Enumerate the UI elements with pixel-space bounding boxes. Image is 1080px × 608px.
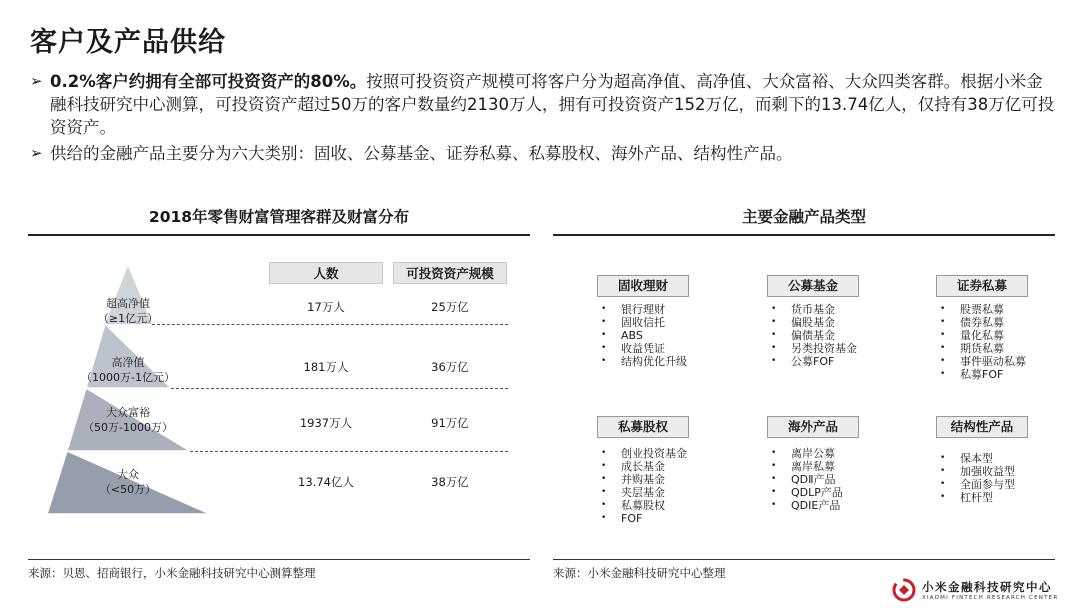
tier-label: 大众富裕 （50万-1000万） xyxy=(83,406,173,434)
tier-label: 高净值 （1000万-1亿元） xyxy=(81,356,175,384)
list-item: • 离岸公募 xyxy=(767,447,843,460)
chevron-right-icon: ➢ xyxy=(30,72,43,90)
assets-cell: 25万亿 xyxy=(431,300,469,314)
list-item: • 创业投资基金 xyxy=(597,447,687,460)
list-item: • 夹层基金 xyxy=(597,486,687,499)
list-item: • 量化私募 xyxy=(936,329,1026,342)
list-item: • QDIE产品 xyxy=(767,499,843,512)
bullet-text: 按照可投资资产规模可将客户分为超高净值、高净值、大众富裕、大众四类客群。根据小米金融科技研究中心测算，可投资资产超过50万的客户数量约2130万人，拥有可投资资产152万亿，而剩下的13.74亿人，仅持有38万亿可投资资产。 xyxy=(50,72,1055,137)
list-item: • 结构优化升级 xyxy=(597,355,687,368)
product-card-title: 海外产品 xyxy=(767,416,859,438)
list-item: • 货币基金 xyxy=(767,303,857,316)
list-item: • 债券私募 xyxy=(936,316,1026,329)
product-card-title: 证券私募 xyxy=(936,275,1028,297)
list-item: • 另类投资基金 xyxy=(767,342,857,355)
chevron-right-icon: ➢ xyxy=(30,144,43,162)
list-item: • 离岸私募 xyxy=(767,460,843,473)
list-item: • 保本型 xyxy=(936,452,1015,465)
list-item: • ABS xyxy=(597,329,687,342)
list-item: • 收益凭证 xyxy=(597,342,687,355)
list-item: • 股票私募 xyxy=(936,303,1026,316)
list-item: • 偏股基金 xyxy=(767,316,857,329)
tier-label: 大众 （<50万） xyxy=(99,468,157,496)
product-list xyxy=(597,447,687,525)
assets-cell: 91万亿 xyxy=(431,416,469,430)
research-center-logo-icon xyxy=(891,577,917,603)
assets-cell: 36万亿 xyxy=(431,360,469,374)
product-card-title: 结构性产品 xyxy=(936,416,1028,438)
list-item: • 私募股权 xyxy=(597,499,687,512)
product-card-title: 固收理财 xyxy=(597,275,689,297)
product-list xyxy=(597,303,687,368)
list-item: • 期货私募 xyxy=(936,342,1026,355)
divider xyxy=(28,559,530,560)
list-item: • 全面参与型 xyxy=(936,478,1015,491)
column-header-assets: 可投资资产规模 xyxy=(393,262,507,284)
product-list xyxy=(936,452,1015,504)
column-header-people: 人数 xyxy=(269,262,383,284)
right-panel-title: 主要金融产品类型 xyxy=(741,208,866,226)
bullet-text: 供给的金融产品主要分为六大类别：固收、公募基金、证券私募、私募股权、海外产品、结构性产品。 xyxy=(50,144,793,163)
product-list xyxy=(936,303,1026,381)
list-item: • 成长基金 xyxy=(597,460,687,473)
source-note: 来源：贝恩、招商银行，小米金融科技研究中心测算整理 xyxy=(28,566,316,580)
people-cell: 13.74亿人 xyxy=(298,475,354,489)
people-cell: 1937万人 xyxy=(299,416,353,430)
list-item: • QDⅡ产品 xyxy=(767,473,843,486)
bullet-lead: 0.2%客户约拥有全部可投资资产的80%。 xyxy=(50,72,367,91)
product-list xyxy=(767,303,857,368)
divider xyxy=(553,559,1055,560)
tier-separator xyxy=(190,451,508,452)
source-note: 来源：小米金融科技研究中心整理 xyxy=(553,566,726,580)
assets-cell: 38万亿 xyxy=(431,475,469,489)
product-card-title: 公募基金 xyxy=(767,275,859,297)
people-cell: 181万人 xyxy=(303,360,349,374)
tier-label: 超高净值 （≥1亿元） xyxy=(97,297,159,325)
product-list xyxy=(767,447,843,512)
list-item: • FOF xyxy=(597,512,687,525)
logo-text: 小米金融科技研究中心 xyxy=(922,580,1052,594)
left-panel-title: 2018年零售财富管理客群及财富分布 xyxy=(148,208,410,226)
list-item: • 公募FOF xyxy=(767,355,857,368)
list-item: • 事件驱动私募 xyxy=(936,355,1026,368)
list-item: • 私募FOF xyxy=(936,368,1026,381)
divider xyxy=(553,234,1055,236)
page-title: 客户及产品供给 xyxy=(30,27,226,58)
list-item: • 固收信托 xyxy=(597,316,687,329)
people-cell: 17万人 xyxy=(307,300,345,314)
list-item: • QDLP产品 xyxy=(767,486,843,499)
logo-subtext: XIAOMI FINTECH RESEARCH CENTER xyxy=(922,595,1059,601)
list-item: • 加强收益型 xyxy=(936,465,1015,478)
list-item: • 银行理财 xyxy=(597,303,687,316)
list-item: • 杠杆型 xyxy=(936,491,1015,504)
list-item: • 并购基金 xyxy=(597,473,687,486)
list-item: • 偏债基金 xyxy=(767,329,857,342)
tier-separator xyxy=(171,388,508,389)
tier-separator xyxy=(152,324,508,325)
product-card-title: 私募股权 xyxy=(597,416,689,438)
